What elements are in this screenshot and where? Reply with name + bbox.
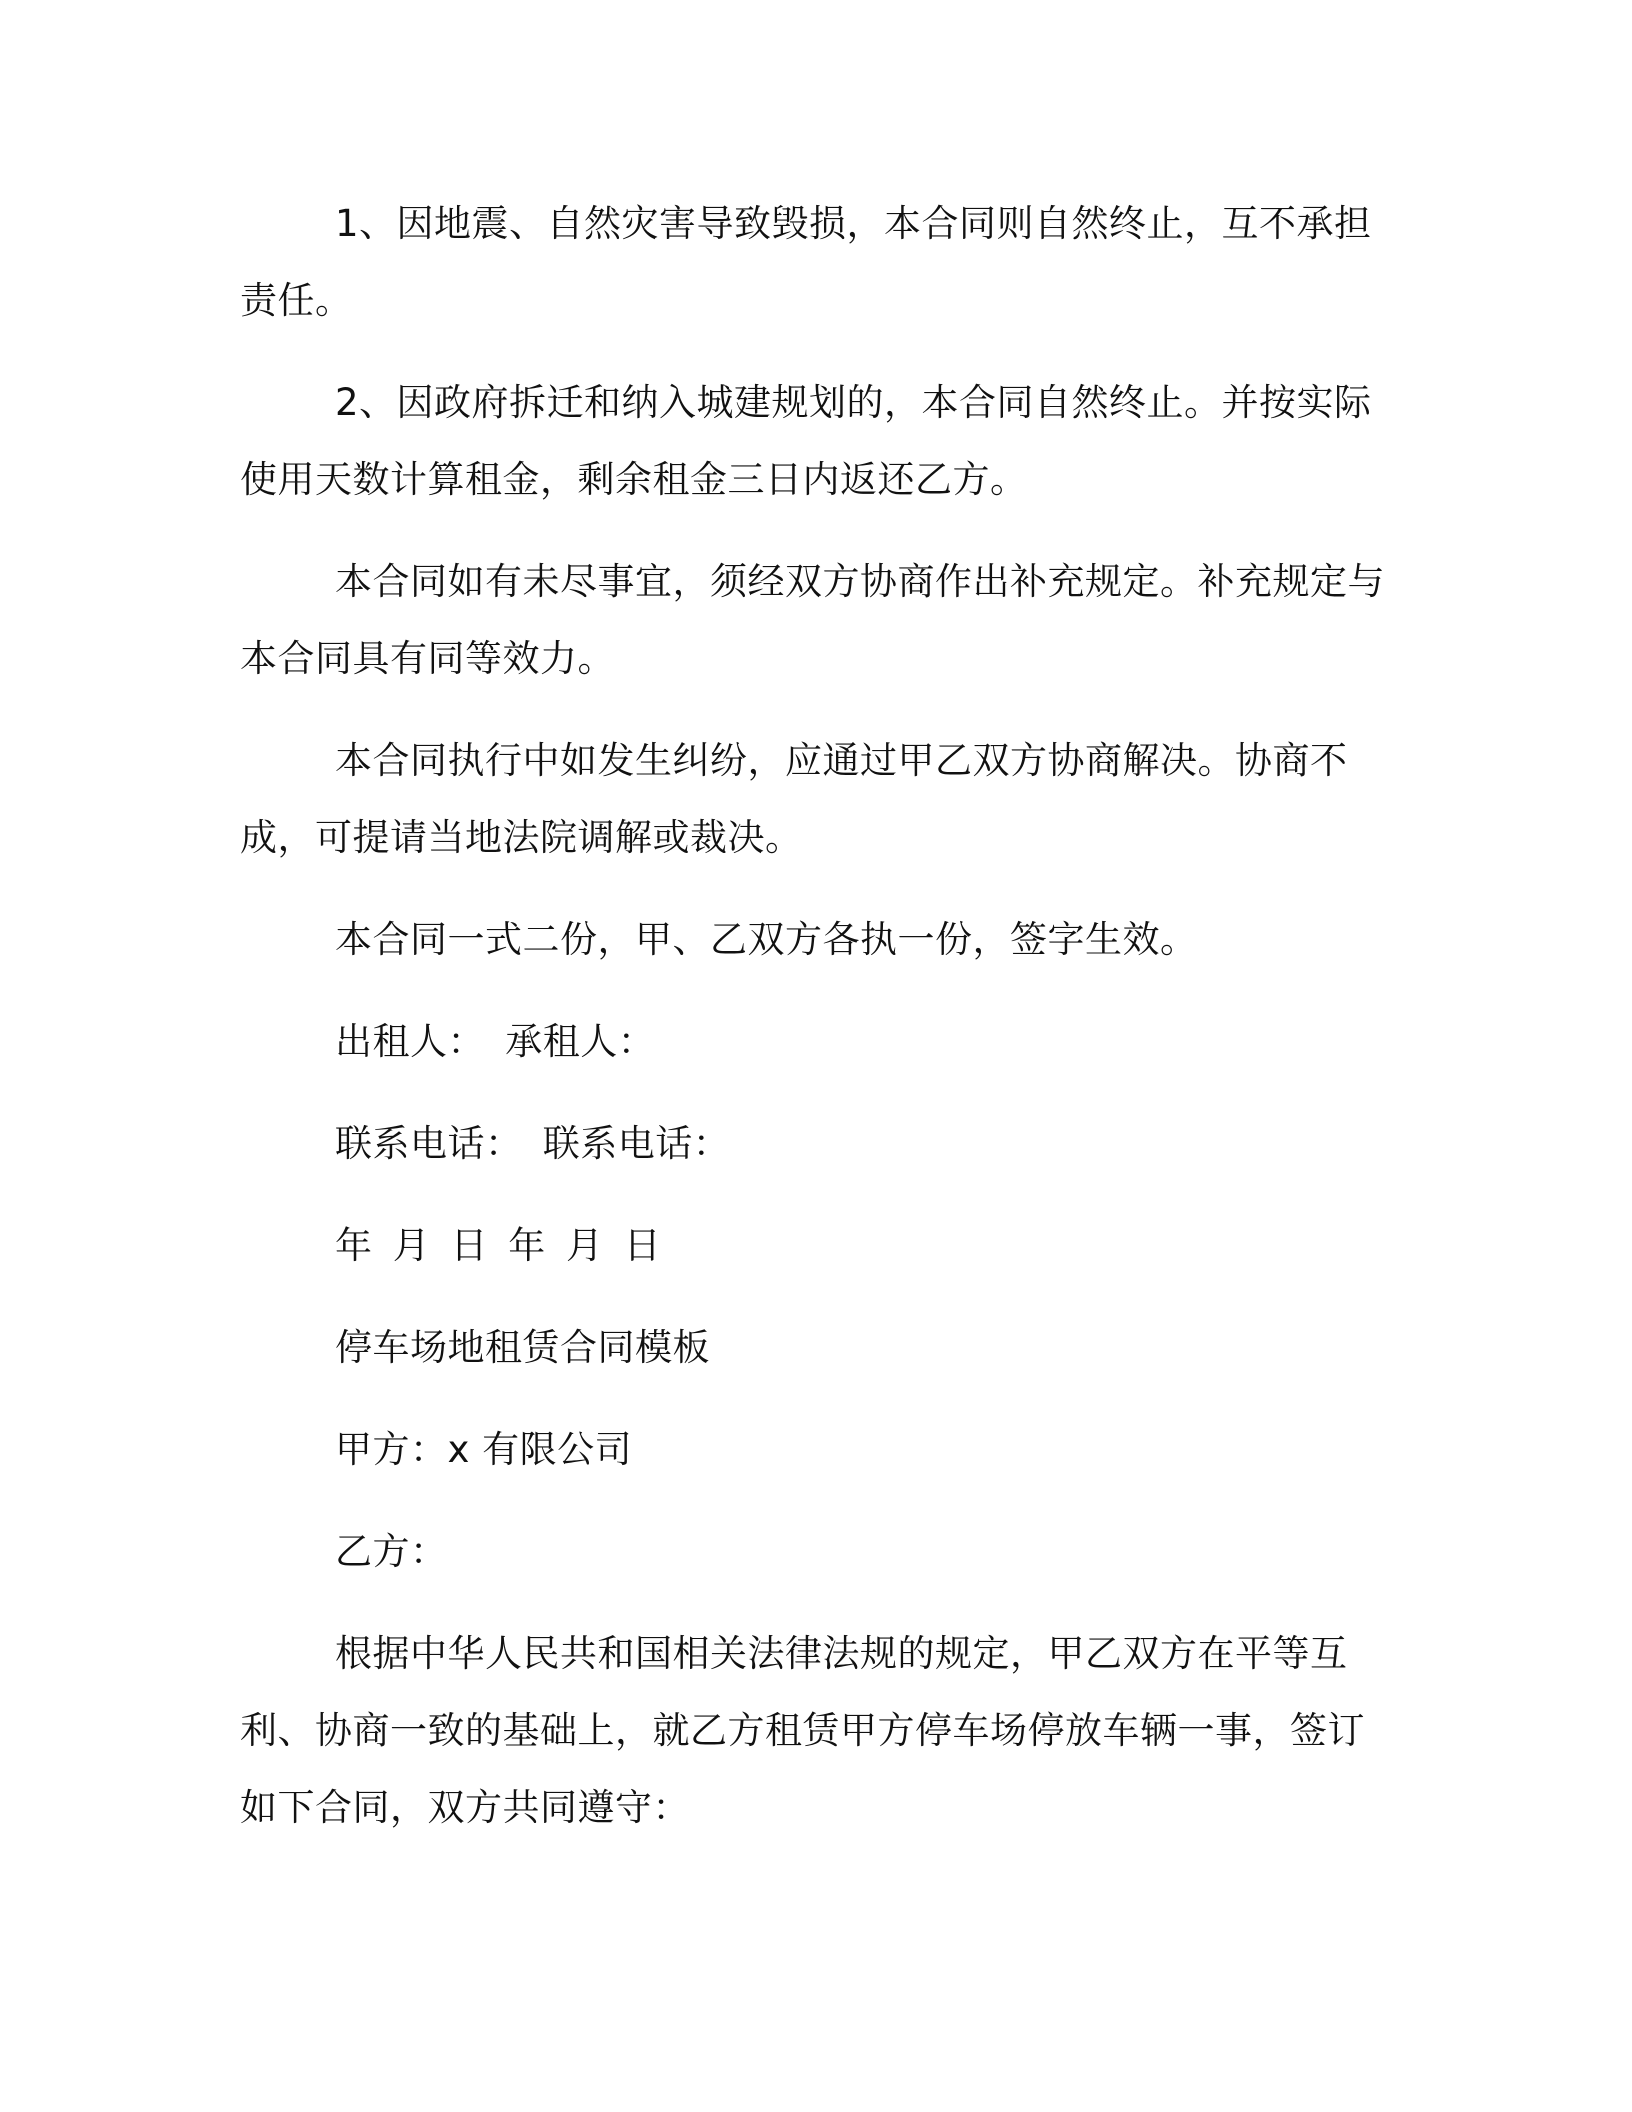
document-body: [240, 185, 1400, 1846]
contract-preamble: 根据中华人民共和国相关法律法规的规定，甲乙双方在平等互利、协商一致的基础上，就乙方租赁甲方停车场停放车辆一事，签订如下合同，双方共同遵守：: [240, 1632, 1365, 1829]
contact-phone-line: 联系电话： 联系电话：: [335, 1122, 731, 1165]
clause-supplementary-provisions: 本合同如有未尽事宜，须经双方协商作出补充规定。补充规定与本合同具有同等效力。: [240, 560, 1385, 680]
party-a-line: 甲方：x 有限公司: [335, 1428, 633, 1471]
template-title: 停车场地租赁合同模板: [335, 1326, 710, 1369]
date-line: 年 月 日 年 月 日: [335, 1224, 662, 1267]
clause-dispute-resolution: 本合同执行中如发生纠纷，应通过甲乙双方协商解决。协商不成，可提请当地法院调解或裁决。: [240, 739, 1348, 859]
clause-earthquake-termination: 1、因地震、自然灾害导致毁损，本合同则自然终止，互不承担责任。: [240, 202, 1372, 322]
party-b-line: 乙方：: [335, 1530, 448, 1573]
clause-demolition-termination: 2、因政府拆迁和纳入城建规划的，本合同自然终止。并按实际使用天数计算租金，剩余租金三日内返还乙方。: [240, 381, 1372, 501]
clause-copies: 本合同一式二份，甲、乙双方各执一份，签字生效。: [335, 918, 1198, 961]
signature-parties-line: 出租人： 承租人：: [335, 1020, 656, 1063]
